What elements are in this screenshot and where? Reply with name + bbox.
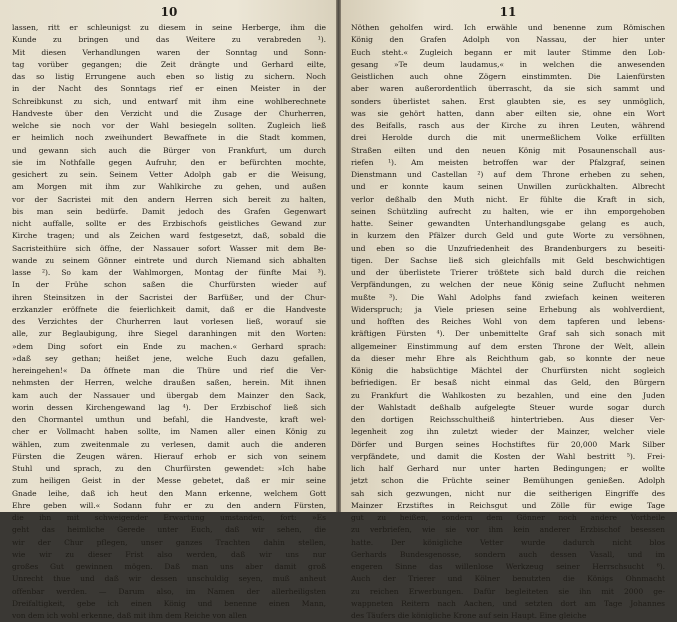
- text-line: Straßen eilten und den neuen König mit Posaunenschall aus-: [351, 145, 665, 155]
- text-line: die ihn mit schweigender Erwartung umstanden, fort: »Es: [12, 513, 326, 522]
- text-line: welche sie noch vor der Wahl besiegeln sollten. Zugleich ließ: [12, 121, 326, 130]
- text-line: wie wir zu dieser Frist also werden, daß wir uns nur: [12, 549, 326, 559]
- text-line: Kirche tragen; und als Zeichen ward festgesetzt, daß, sobald die: [12, 231, 326, 241]
- text-line: aber waren außerordentlich überrascht, da sie sich sammt und: [351, 84, 665, 94]
- text-line: Nöthen geholfen wird. Ich erwähle und benenne zum Römischen: [351, 23, 665, 32]
- text-line: Dienstmann und Castellan ²) auf dem Throne erheben zu sehen,: [351, 170, 665, 179]
- text-line: und er konnte kaum seinen Unwillen zurückhalten. Albrecht: [351, 182, 665, 192]
- text-line: wählen, zum zweitenmale zu verlesen, damit auch die anderen: [12, 439, 326, 449]
- text-line: seinen Schützling aufrecht zu halten, wie er ihn emporgehoben: [351, 206, 665, 216]
- text-line: in der Nacht des Sonntags rief er einen Meister in der: [12, 84, 326, 94]
- text-line: König die habsüchtige Mächtel der Churfürsten nicht sogleich: [351, 366, 665, 375]
- text-line: Dreifaltigkeit, gebe ich einen König und benenne einen Mann,: [12, 598, 326, 608]
- text-line: in kurzem den Pfälzer durch Geld und gute Worte zu versöhnen,: [351, 231, 665, 241]
- text-line: Handveste über den Verzicht und die Zusage der Churherren,: [12, 108, 326, 118]
- text-line: cher er Vollmacht haben sollte, im Namen aller einen König zu: [12, 427, 326, 437]
- text-line: wappneten Reitern nach Aachen, und setzten dort am Tage Johannes: [351, 598, 665, 608]
- text-line: König den Grafen Adolph von Nassau, der hier unter: [351, 35, 665, 45]
- text-line: alle, zur Beglaubigung, ihre Siegel daranhingen mit den Worten:: [12, 329, 326, 339]
- left-page: [0, 0, 336, 620]
- text-line: tag vorüber gegangen; die Zeit drängte und Gerhard eilte,: [12, 59, 326, 69]
- text-line: zu reichen Erwerbungen. Dafür begleiteten sie ihn mit 2000 ge-: [351, 586, 665, 596]
- text-line: riefen ¹). Am meisten betroffen war der Pfalzgraf, seinen: [351, 157, 665, 167]
- text-line: Sacristeithüre sich öffne, der Nassauer sofort Wasser mit dem Be-: [12, 243, 326, 253]
- text-line: Gnade leihe, daß ich heut den Mann erkenne, welchem Gott: [12, 488, 326, 498]
- text-line: Verpfändungen, zu welchen der neue König seine Zuflucht nehmen: [351, 280, 665, 290]
- text-line: sie im Nothfalle gegen Aufruhr, den er befürchten mochte,: [12, 157, 326, 167]
- text-line: nicht auffalle, sollte er des Erzbischofs geistliches Gewand zur: [12, 219, 326, 228]
- text-line: lich half Gerhard nur unter harten Bedingungen; er wollte: [351, 464, 665, 473]
- text-line: und eben so die Unzufriedenheit des Brandenburgers zu beseiti-: [351, 243, 665, 253]
- text-line: und gewann sich auch die Bürger von Frankfurt, um durch: [12, 145, 326, 155]
- text-line: legenheit zog ihn zuletzt wieder der Mainzer, welcher viele: [351, 427, 665, 437]
- text-line: Dörfer und Burgen seines Hochstiftes für 20,000 Mark Silber: [351, 439, 665, 449]
- text-line: »daß sey gethan; heißet jene, welche Euch dazu gefallen,: [12, 353, 326, 363]
- text-line: und der überlistete Trierer trößtete sich bald durch die reichen: [351, 268, 665, 277]
- text-line: des Verzichtes der Churherren laut vorlesen ließ, worauf sie: [12, 317, 326, 326]
- text-line: gesang »Te deum laudamus,« in welchen die anwesenden: [351, 59, 665, 69]
- text-line: hereingehen!« Da öffnete man die Thüre und rief die Ver-: [12, 366, 326, 375]
- text-line: kräftigen Fürsten ⁴). Der unbemittelte Graf sah sich sonach mit: [351, 329, 665, 339]
- text-line: am Morgen mit ihm zur Wahlkirche zu gehen, und außen: [12, 182, 326, 192]
- text-line: und hofften des Reiches Wohl von dem tapferen und lebens-: [351, 317, 665, 326]
- text-line: nehmsten der Herren, welche draußen saßen, herein. Mit ihnen: [12, 378, 326, 388]
- text-line: offenbar werden. — Darum also, im Namen der allerheiligsten: [12, 586, 326, 596]
- text-line: Widerspruch; ja Viele priesen seine Erhebung als wohlverdient,: [351, 304, 665, 314]
- text-line: den dortigen Reichsschultheiß hintertrieben. Aus dieser Ver-: [351, 415, 665, 424]
- text-line: zum heiligen Geist in der Messe gebetet, daß er mir seine: [12, 476, 326, 486]
- text-line: Euch steht.« Zugleich begann er mit lauter Stimme den Lob-: [351, 47, 665, 57]
- text-line: das so listig Errungene auch eben so listig zu sichern. Noch: [12, 72, 326, 81]
- text-line: tigen. Der Sachse ließ sich gleichfalls mit Geld beschwichtigen: [351, 255, 665, 265]
- text-line: Mit diesen Verhandlungen waren der Sonntag und Sonn-: [12, 47, 326, 57]
- text-line: sah sich gezwungen, nicht nur die seitherigen Eingriffe des: [351, 488, 665, 498]
- text-line: lassen, ritt er schleunigst zu diesem in seine Herberge, ihm die: [12, 23, 326, 32]
- text-line: erzkanzler eröffnete die feierlichkeit damit, daß er die Handveste: [12, 304, 326, 314]
- text-line: vor der Sacristei mit den andern Herren sich bereit zu halten,: [12, 194, 326, 204]
- text-line: kam auch der Nassauer und übergab dem Mainzer den Sack,: [12, 390, 326, 400]
- right-page-text: [351, 22, 665, 622]
- text-line: In der Frühe schon saßen die Churfürsten wieder auf: [12, 280, 326, 290]
- text-line: wande zu seinem Gönner eintrete und durch Niemand sich abhalten: [12, 255, 326, 265]
- text-line: Mainzer Erzstiftes in Reichsgut und Zölle für ewige Tage: [351, 500, 665, 510]
- text-line: engeren Sinne das willenlose Werkzeug seiner Herrschsucht ⁶).: [351, 562, 665, 571]
- text-line: geht das heimliche Gerede unter Euch, daß wir sehen, die: [12, 525, 326, 535]
- text-line: des Beifalls, rasch aus der Kirche zu ihren Leuten, während: [351, 121, 665, 130]
- text-line: zu verbriefen, wie sie vor ihm kein anderer Erzbischof besessen: [351, 525, 665, 535]
- text-line: Fürsten die Zeugen wären. Hierauf erhob er sich von seinem: [12, 451, 326, 461]
- text-line: Kunde zu bringen und das Weitere zu verabreden ¹).: [12, 35, 326, 45]
- left-page-text: [12, 22, 326, 622]
- text-line: gut zu heißen, sondern dem Gönner noch andere Vortheile: [351, 513, 665, 522]
- text-line: Stuhl und sprach, zu den Churfürsten gewendet: »Ich habe: [12, 464, 326, 473]
- text-line: Ehre geben will.« Sodann fuhr er zu den andern Fürsten,: [12, 500, 326, 510]
- text-line: hatte. Der königliche Vetter wurde dadurch nicht blos: [351, 537, 665, 547]
- text-line: allgemeiner Einstimmung auf dem ersten Throne der Welt, allein: [351, 341, 665, 351]
- text-line: verlor deßhalb den Muth nicht. Er fühlte die Kraft in sich,: [351, 194, 665, 204]
- text-line: Unrecht thue und daß wir dessen unschuldig seyen, muß anheut: [12, 574, 326, 584]
- text-line: hatte. Seiner gewandten Unterhandlungsgabe gelang es auch,: [351, 219, 665, 228]
- text-line: verpfändete, und damit die Kosten der Wahl bestritt ⁵). Frei-: [351, 451, 665, 461]
- text-line: lasse ²). So kam der Wahlmorgen, Montag der fünfte Mai ³).: [12, 268, 326, 277]
- text-line: befriedigen. Er besaß nicht einmal das Geld, den Bürgern: [351, 378, 665, 388]
- text-line: mußte ³). Die Wahl Adolphs fand zwiefach keinen weiteren: [351, 292, 665, 302]
- text-line: des Täufers die königliche Krone auf sein Haupt. Eine gleiche: [351, 611, 587, 620]
- text-line: zu Frankfurt die Wahlkosten zu bezahlen, und eine den Juden: [351, 390, 665, 400]
- text-line: was sie gehört hatten, dann aber eilten sie, ohne ein Wort: [351, 108, 665, 118]
- text-line: bis man sein bedürfe. Damit jedoch des Grafen Gegenwart: [12, 206, 326, 216]
- text-line: großes Gut gewinnen mögen. Daß man uns aber damit groß: [12, 562, 326, 571]
- text-line: von dem ich wohl erkenne, daß mit ihm dem Reiche von allen: [12, 611, 247, 620]
- text-line: drei Herolde durch die mit unermeßlichem Volke erfüllten: [351, 133, 665, 143]
- text-line: Schreibkunst zu sich, und entwarf mit ihm eine wohlberechnete: [12, 96, 326, 106]
- text-line: gesichert zu sein. Seinem Vetter Adolph gab er die Weisung,: [12, 170, 326, 179]
- text-line: sonders überlistet sahen. Erst glaubten sie, es sey unmöglich,: [351, 96, 665, 106]
- text-line: Auch der Trierer und Kölner benutzten die Königs Ohnmacht: [351, 574, 665, 584]
- text-line: ihren Steinsitzen in der Sacristei der Barfüßer, und der Chur-: [12, 292, 326, 302]
- text-line: den Chormantel umthun und befahl, die Handveste, kraft wel-: [12, 415, 326, 424]
- text-line: Gerhards Bundesgenosse, sondern auch dessen Vasall, und im: [351, 549, 665, 559]
- text-line: er heimlich noch zweihundert Bewaffnete in die Stadt kommen,: [12, 133, 326, 143]
- page-number-left: 10: [160, 5, 178, 19]
- text-line: der Wahlstadt deßhalb aufgelegte Steuer wurde sogar durch: [351, 402, 665, 412]
- page-number-right: 11: [499, 5, 517, 19]
- right-page: [341, 0, 677, 620]
- text-line: wir der Chur pflegen, unser ganzes Trachten dahin stellen,: [12, 537, 326, 547]
- text-line: jetzt schon die Früchte seiner Bemühungen genießen. Adolph: [351, 476, 665, 486]
- text-line: Geistlichen auch ohne Zögern einstimmten. Die Laienfürsten: [351, 72, 665, 81]
- text-line: »dem Ding sofort ein Ende zu machen.« Gerhard sprach:: [12, 341, 326, 351]
- text-line: da dieser mehr Ehre als Reichthum gab, so konnte der neue: [351, 353, 665, 363]
- text-line: worin dessen Kirchengewand lag ⁴). Der Erzbischof ließ sich: [12, 402, 326, 412]
